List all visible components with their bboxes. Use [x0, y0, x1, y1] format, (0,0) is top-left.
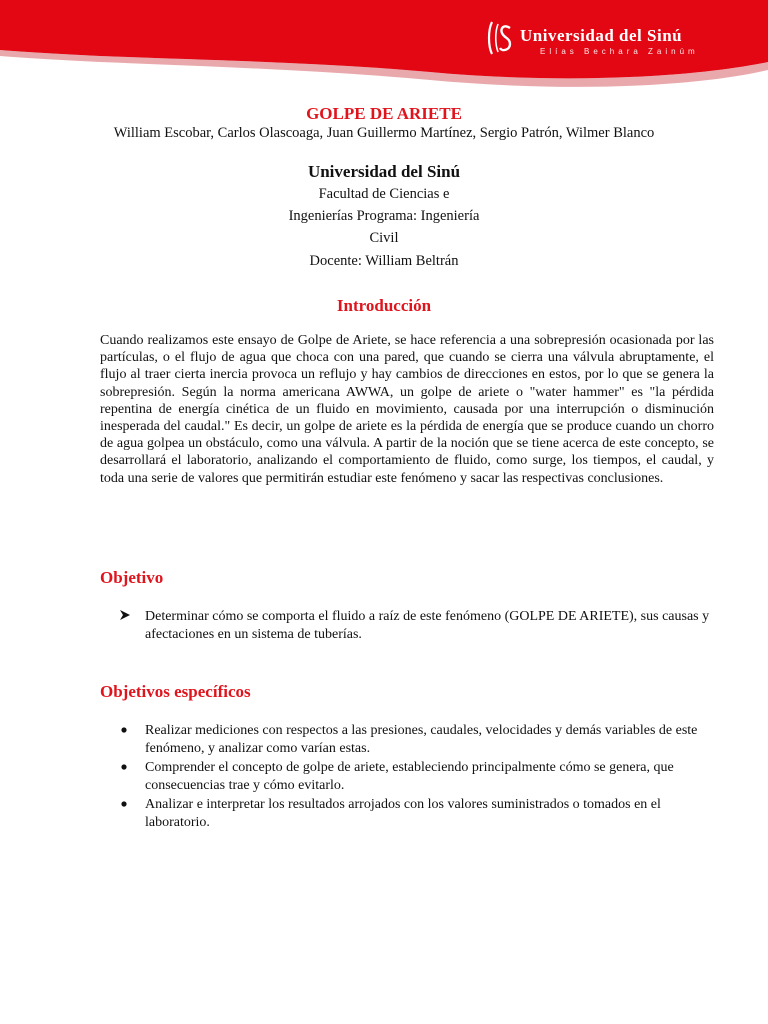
- list-item-text: Analizar e interpretar los resultados arrojados con los valores suministrados o tomados en el laboratorio.: [145, 797, 661, 830]
- affiliation-line: Ingenierías Programa: Ingeniería: [288, 208, 480, 224]
- list-item: [100, 796, 716, 831]
- authors-line: William Escobar, Carlos Olascoaga, Juan Guillermo Martínez, Sergio Patrón, Wilmer Blanco: [113, 125, 655, 141]
- list-item-text: Comprender el concepto de golpe de ariete, estableciendo principalmente cómo se genera, que consecuencias trae y cómo evitarlo.: [145, 760, 674, 793]
- affiliation-line: Facultad de Ciencias e: [318, 186, 450, 202]
- instructor-line: Docente: William Beltrán: [309, 253, 459, 269]
- document-title: GOLPE DE ARIETE: [306, 104, 462, 123]
- introduction-heading: Introducción: [336, 296, 432, 315]
- affiliation-line: Civil: [369, 230, 399, 246]
- list-item: [100, 722, 716, 757]
- dot-bullet-icon: [119, 796, 139, 816]
- university-name: Universidad del Sinú: [307, 162, 461, 181]
- brand-subtitle: Elías Bechara Zainúm: [540, 47, 699, 56]
- objective-list: [100, 608, 716, 643]
- objective-heading: Objetivo: [100, 568, 164, 587]
- dot-bullet-icon: [119, 722, 139, 742]
- brand-name: Universidad del Sinú: [520, 26, 683, 45]
- list-item: [100, 759, 716, 794]
- list-item-text: Realizar mediciones con respectos a las presiones, caudales, velocidades y demás variables de este fenómeno, y analizar como varían estas.: [145, 723, 698, 756]
- header-banner: [0, 0, 768, 90]
- dot-bullet-icon: [119, 759, 139, 779]
- list-item-text: Determinar cómo se comporta el fluido a raíz de este fenómeno (GOLPE DE ARIETE), sus causas y afectaciones en un sistema de tuberías.: [145, 609, 710, 642]
- arrow-bullet-icon: [119, 608, 139, 628]
- university-logo-icon: [486, 20, 514, 56]
- specific-objectives-list: [100, 722, 716, 833]
- list-item: [100, 608, 716, 643]
- specific-objectives-heading: Objetivos específicos: [100, 682, 251, 701]
- introduction-paragraph: Cuando realizamos este ensayo de Golpe de Ariete, se hace referencia a una sobrepresión ocasionada por las partículas, o el flujo de agua que choca con una pared, que cuando se cierra una válvula abruptamente, el flujo al traer cierta inercia provoca un reflujo y hay cambios de direcciones en estos, por lo que se genera la sobrepresión. Según la norma americana AWWA, un golpe de ariete o "water hammer" es "la pérdida repentina de energía cinética de un fluido en movimiento, causada por una interrupción o disminución inesperada del caudal." Es decir, un golpe de ariete es la pérdida de energía que se produce cuando un chorro de agua golpea un obstáculo, como una válvula. A partir de la noción que se tiene acerca de este concepto, se desarrollará el laboratorio, analizando el comportamiento de fluido, como surge, los tiempos, el caudal, y toda una serie de valores que permitirán estudiar este fenómeno y sacar las respectivas conclusiones.: [100, 333, 714, 486]
